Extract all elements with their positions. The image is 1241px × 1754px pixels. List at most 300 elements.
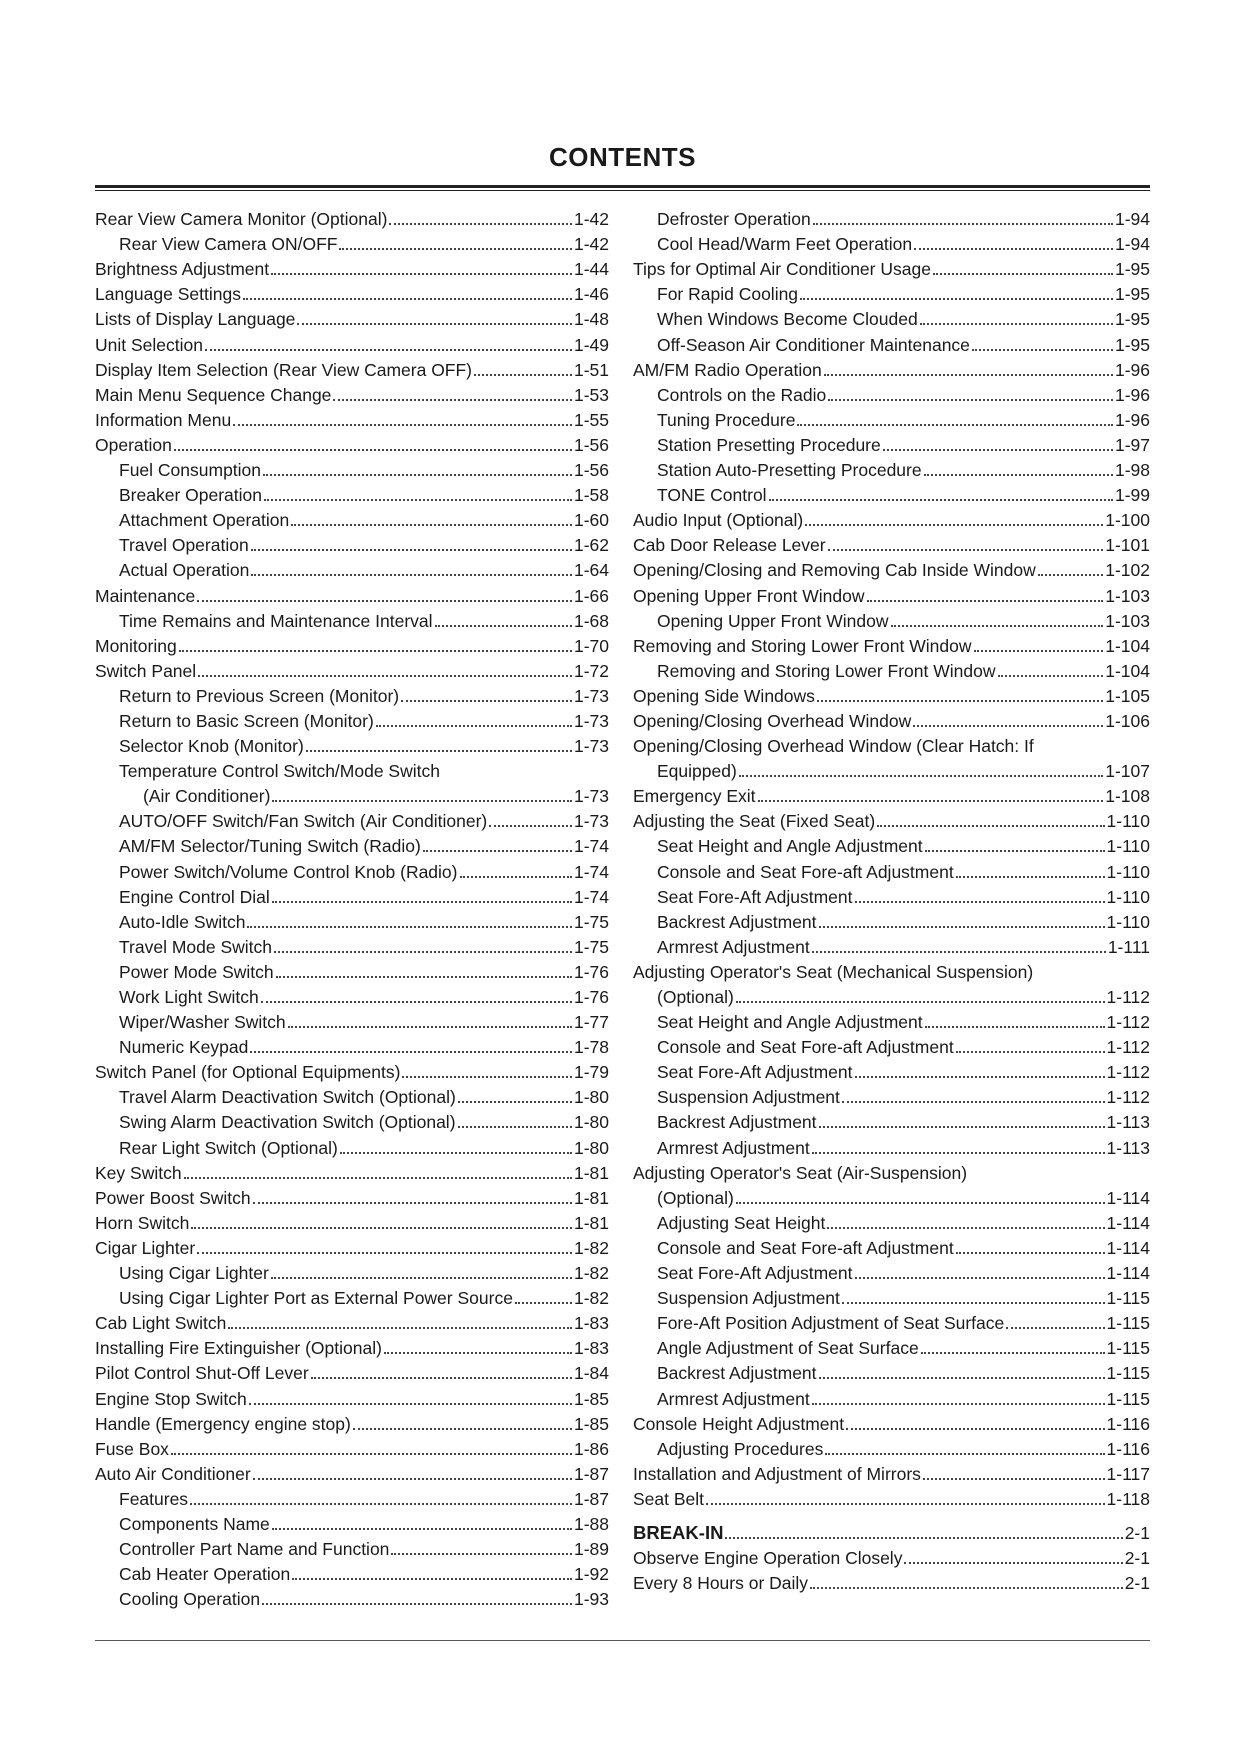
toc-entry-title: Language Settings [95, 284, 241, 305]
toc-leader-dots [474, 374, 572, 376]
toc-leader-dots [179, 650, 572, 652]
toc-page-number: 1-94 [1114, 234, 1150, 255]
toc-leader-dots [1006, 1327, 1104, 1329]
toc-entry-title: Unit Selection [95, 334, 203, 355]
toc-entry-title: Suspension Adjustment [657, 1087, 840, 1108]
toc-entry[interactable] [633, 230, 1150, 255]
toc-entry[interactable] [633, 883, 1150, 908]
toc-entry-title: Using Cigar Lighter [119, 1263, 269, 1284]
toc-page-number: 1-73 [573, 710, 609, 731]
toc-page-number: 1-87 [573, 1488, 609, 1509]
toc-entry[interactable] [95, 230, 609, 255]
toc-entry[interactable] [95, 1485, 609, 1510]
toc-page-number: 1-83 [573, 1313, 609, 1334]
toc-entry[interactable] [633, 657, 1150, 682]
toc-entry-title: Emergency Exit [633, 786, 756, 807]
toc-leader-dots [460, 876, 572, 878]
toc-entry[interactable] [95, 1460, 609, 1485]
toc-entry[interactable] [95, 356, 609, 381]
toc-entry[interactable] [95, 607, 609, 632]
toc-entry[interactable] [633, 406, 1150, 431]
toc-entry-title: Opening Upper Front Window [657, 610, 889, 631]
toc-leader-dots [810, 1587, 1123, 1589]
toc-entry[interactable] [633, 632, 1150, 657]
toc-entry-title: AM/FM Radio Operation [633, 359, 822, 380]
toc-entry[interactable] [95, 330, 609, 355]
toc-page-number: 1-110 [1106, 886, 1150, 907]
toc-leader-dots [458, 1126, 572, 1128]
toc-leader-dots [272, 1528, 572, 1530]
toc-page-number: 1-115 [1106, 1363, 1150, 1384]
toc-entry[interactable] [633, 305, 1150, 330]
toc-page-number: 1-97 [1114, 434, 1150, 455]
toc-leader-dots [171, 1453, 572, 1455]
toc-leader-dots [956, 1051, 1105, 1053]
toc-leader-dots [736, 1202, 1105, 1204]
toc-entry[interactable] [95, 1309, 609, 1334]
toc-entry[interactable] [633, 255, 1150, 280]
toc-entry[interactable] [95, 757, 609, 782]
toc-entry-title: Opening Side Windows [633, 685, 815, 706]
toc-leader-dots [205, 349, 572, 351]
toc-page-number: 1-114 [1106, 1237, 1150, 1258]
toc-page-number: 1-64 [573, 560, 609, 581]
toc-leader-dots [819, 1377, 1105, 1379]
toc-leader-dots [933, 273, 1113, 275]
toc-leader-dots [228, 1327, 572, 1329]
toc-page-number: 1-118 [1106, 1488, 1150, 1509]
toc-page-number: 1-96 [1114, 409, 1150, 430]
toc-entry[interactable] [95, 556, 609, 581]
toc-leader-dots [274, 951, 572, 953]
toc-page-number: 2-1 [1124, 1573, 1150, 1594]
toc-entry-title: Backrest Adjustment [657, 911, 817, 932]
toc-entry[interactable] [633, 1485, 1150, 1510]
toc-entry-title: Tuning Procedure [657, 409, 796, 430]
toc-entry[interactable] [633, 506, 1150, 531]
toc-entry[interactable] [95, 1334, 609, 1359]
toc-entry-title: Seat Fore-Aft Adjustment [657, 886, 853, 907]
toc-entry[interactable] [633, 983, 1150, 1008]
toc-page-number: 1-96 [1114, 359, 1150, 380]
toc-entry[interactable] [95, 707, 609, 732]
toc-leader-dots [243, 298, 572, 300]
toc-page-number: 1-103 [1105, 610, 1150, 631]
toc-entry-title: Console and Seat Fore-aft Adjustment [657, 1237, 954, 1258]
toc-entry-title: Adjusting Seat Height [657, 1212, 826, 1233]
toc-entry[interactable] [633, 1108, 1150, 1133]
toc-entry-title: Rear View Camera ON/OFF [119, 234, 338, 255]
toc-leader-dots [311, 1377, 572, 1379]
toc-entry[interactable] [633, 356, 1150, 381]
toc-entry[interactable] [633, 1569, 1150, 1594]
toc-leader-dots [817, 700, 1103, 702]
toc-entry-title: Features [119, 1488, 189, 1509]
toc-entry-title: For Rapid Cooling [657, 284, 799, 305]
toc-entry[interactable] [633, 556, 1150, 581]
toc-entry-title: Adjusting Operator's Seat (Air-Suspension) [633, 1162, 968, 1183]
toc-entry-title: Installation and Adjustment of Mirrors [633, 1463, 921, 1484]
toc-entry[interactable] [633, 757, 1150, 782]
toc-page-number: 1-82 [573, 1288, 609, 1309]
toc-entry[interactable] [95, 732, 609, 757]
toc-entry[interactable] [633, 682, 1150, 707]
toc-entry[interactable] [95, 1535, 609, 1560]
toc-leader-dots [339, 248, 571, 250]
toc-leader-dots [198, 675, 572, 677]
toc-entry-title: Removing and Storing Lower Front Window [633, 635, 972, 656]
toc-entry[interactable] [95, 1585, 609, 1610]
toc-entry[interactable] [95, 255, 609, 280]
toc-leader-dots [184, 1177, 572, 1179]
toc-leader-dots [925, 850, 1105, 852]
toc-leader-dots [191, 1227, 572, 1229]
toc-entry[interactable] [633, 531, 1150, 556]
toc-page-number: 1-80 [573, 1112, 609, 1133]
toc-entry[interactable] [633, 1460, 1150, 1485]
toc-page-number: 1-73 [573, 811, 609, 832]
toc-entry[interactable] [95, 1384, 609, 1409]
toc-leader-dots [333, 399, 572, 401]
toc-entry[interactable] [633, 1410, 1150, 1435]
toc-entry[interactable] [633, 832, 1150, 857]
toc-page-number: 1-48 [573, 309, 609, 330]
toc-entry-title: Power Switch/Volume Control Knob (Radio) [119, 861, 458, 882]
toc-entry-title: Horn Switch [95, 1212, 190, 1233]
toc-page-number: 1-60 [573, 510, 609, 531]
toc-page-number: 1-49 [573, 334, 609, 355]
toc-leader-dots [384, 1352, 572, 1354]
toc-entry-title: Console and Seat Fore-aft Adjustment [657, 1037, 954, 1058]
toc-leader-dots [263, 474, 572, 476]
toc-entry[interactable] [633, 1309, 1150, 1334]
toc-entry-title: Tips for Optimal Air Conditioner Usage [633, 259, 931, 280]
toc-entry-title: Display Item Selection (Rear View Camera OFF) [95, 359, 473, 380]
toc-leader-dots [805, 524, 1103, 526]
toc-entry[interactable] [633, 1435, 1150, 1460]
toc-entry[interactable] [95, 908, 609, 933]
toc-page-number: 1-83 [573, 1338, 609, 1359]
toc-page-number: 1-110 [1106, 836, 1150, 857]
toc-entry[interactable] [633, 1284, 1150, 1309]
toc-leader-dots [515, 1302, 572, 1304]
toc-entry[interactable] [95, 431, 609, 456]
toc-entry[interactable] [95, 657, 609, 682]
toc-entry-title: Rear View Camera Monitor (Optional) [95, 209, 388, 230]
toc-entry-title: Travel Operation [119, 535, 249, 556]
toc-entry-title: Selector Knob (Monitor) [119, 736, 304, 757]
toc-entry-title: Cool Head/Warm Feet Operation [657, 234, 913, 255]
toc-entry-title: Opening/Closing and Removing Cab Inside Window [633, 560, 1036, 581]
toc-leader-dots [251, 574, 572, 576]
toc-entry[interactable] [633, 782, 1150, 807]
toc-entry-title: Key Switch [95, 1162, 182, 1183]
toc-entry[interactable] [95, 807, 609, 832]
toc-entry[interactable] [633, 330, 1150, 355]
toc-entry-title: Swing Alarm Deactivation Switch (Optional) [119, 1112, 456, 1133]
toc-entry-title: Suspension Adjustment [657, 1288, 840, 1309]
toc-page-number: 1-82 [573, 1237, 609, 1258]
toc-page-number: 1-78 [573, 1037, 609, 1058]
toc-entry[interactable] [633, 607, 1150, 632]
toc-entry[interactable] [95, 632, 609, 657]
toc-entry[interactable] [633, 1033, 1150, 1058]
toc-page-number: 1-107 [1105, 761, 1150, 782]
toc-entry-title: Cooling Operation [119, 1589, 261, 1610]
toc-entry[interactable] [95, 280, 609, 305]
toc-entry[interactable] [633, 707, 1150, 732]
toc-entry[interactable] [633, 1359, 1150, 1384]
toc-entry[interactable] [95, 1560, 609, 1585]
toc-entry[interactable] [633, 1058, 1150, 1083]
toc-page-number: 1-96 [1114, 384, 1150, 405]
toc-chapter-entry[interactable] [633, 1510, 1150, 1544]
toc-page-number: 1-115 [1106, 1313, 1150, 1334]
toc-page-number: 1-95 [1114, 259, 1150, 280]
toc-leader-dots [974, 650, 1104, 652]
toc-page-number: 1-73 [573, 736, 609, 757]
toc-page-number: 1-110 [1106, 811, 1150, 832]
toc-page-number: 1-58 [573, 485, 609, 506]
toc-leader-dots [877, 825, 1104, 827]
toc-page-number: 1-108 [1105, 786, 1150, 807]
toc-leader-dots [956, 1252, 1105, 1254]
toc-leader-dots [489, 825, 572, 827]
toc-entry[interactable] [95, 1184, 609, 1209]
toc-entry[interactable] [633, 1544, 1150, 1569]
toc-entry[interactable] [95, 983, 609, 1008]
toc-entry-title: Breaker Operation [119, 485, 262, 506]
toc-entry[interactable] [633, 1159, 1150, 1184]
toc-entry[interactable] [95, 1083, 609, 1108]
toc-entry[interactable] [633, 205, 1150, 230]
toc-page-number: 1-56 [573, 434, 609, 455]
toc-entry-title: Console Height Adjustment [633, 1413, 845, 1434]
toc-entry[interactable] [633, 456, 1150, 481]
toc-entry[interactable] [633, 1184, 1150, 1209]
toc-page-number: 1-77 [573, 1012, 609, 1033]
toc-entry-title: Installing Fire Extinguisher (Optional) [95, 1338, 382, 1359]
toc-entry-title: Temperature Control Switch/Mode Switch [119, 761, 440, 782]
toc-entry[interactable] [95, 581, 609, 606]
toc-entry[interactable] [95, 1159, 609, 1184]
toc-entry-title: Monitoring [95, 635, 177, 656]
toc-entry-title: Station Presetting Procedure [657, 434, 881, 455]
toc-entry[interactable] [633, 1334, 1150, 1359]
toc-entry-title: Opening/Closing Overhead Window (Clear Hatch: If [633, 736, 1034, 757]
toc-leader-dots [819, 926, 1105, 928]
toc-entry[interactable] [95, 1410, 609, 1435]
toc-leader-dots [797, 424, 1113, 426]
toc-entry[interactable] [95, 1510, 609, 1535]
toc-entry[interactable] [95, 857, 609, 882]
toc-entry[interactable] [633, 581, 1150, 606]
toc-entry[interactable] [95, 481, 609, 506]
toc-leader-dots [174, 449, 572, 451]
toc-entry[interactable] [633, 1234, 1150, 1259]
toc-page-number: 1-72 [573, 660, 609, 681]
toc-page-number: 1-104 [1105, 635, 1150, 656]
toc-entry-title: Auto Air Conditioner [95, 1463, 251, 1484]
toc-entry[interactable] [95, 1359, 609, 1384]
toc-leader-dots [827, 1227, 1104, 1229]
toc-leader-dots [292, 1578, 572, 1580]
toc-entry-title: Seat Belt [633, 1488, 705, 1509]
toc-entry[interactable] [633, 1259, 1150, 1284]
toc-leader-dots [913, 725, 1103, 727]
toc-leader-dots [998, 675, 1104, 677]
toc-entry[interactable] [95, 456, 609, 481]
toc-leader-dots [401, 700, 572, 702]
toc-entry-title: Console and Seat Fore-aft Adjustment [657, 861, 954, 882]
toc-entry-title: Backrest Adjustment [657, 1112, 817, 1133]
toc-page-number: 1-113 [1106, 1137, 1150, 1158]
toc-entry-title: Fore-Aft Position Adjustment of Seat Surface [657, 1313, 1005, 1334]
toc-entry[interactable] [95, 1234, 609, 1259]
toc-entry-title: Opening Upper Front Window [633, 585, 865, 606]
toc-page-number: 1-114 [1106, 1212, 1150, 1233]
toc-page-number: 1-110 [1106, 861, 1150, 882]
toc-entry-title: Power Boost Switch [95, 1187, 251, 1208]
toc-page-number: 1-51 [573, 359, 609, 380]
toc-entry[interactable] [95, 1259, 609, 1284]
toc-leader-dots [891, 625, 1104, 627]
toc-entry-title: Seat Fore-Aft Adjustment [657, 1062, 853, 1083]
toc-entry[interactable] [95, 205, 609, 230]
toc-entry[interactable] [95, 531, 609, 556]
toc-entry[interactable] [95, 1008, 609, 1033]
toc-page-number: 1-92 [573, 1564, 609, 1585]
toc-entry[interactable] [95, 305, 609, 330]
toc-page-number: 1-110 [1106, 911, 1150, 932]
toc-entry[interactable] [633, 431, 1150, 456]
toc-entry[interactable] [95, 1033, 609, 1058]
toc-entry-title: Observe Engine Operation Closely [633, 1547, 903, 1568]
toc-entry-title: Every 8 Hours or Daily [633, 1573, 809, 1594]
toc-entry[interactable] [95, 506, 609, 531]
toc-entry-title: Station Auto-Presetting Procedure [657, 460, 922, 481]
toc-entry-title: Information Menu [95, 409, 232, 430]
toc-entry[interactable] [95, 1284, 609, 1309]
toc-leader-dots [920, 323, 1113, 325]
toc-entry-title: Adjusting Operator's Seat (Mechanical Suspension) [633, 961, 1034, 982]
toc-entry-title: Components Name [119, 1513, 270, 1534]
toc-entry[interactable] [633, 908, 1150, 933]
toc-page-number: 1-112 [1106, 987, 1150, 1007]
toc-leader-dots [972, 349, 1113, 351]
toc-entry[interactable] [95, 832, 609, 857]
toc-page-number: 1-68 [573, 610, 609, 631]
toc-entry-title: TONE Control [657, 485, 767, 506]
toc-leader-dots [389, 223, 572, 225]
toc-entry[interactable] [633, 1209, 1150, 1234]
toc-leader-dots [391, 1553, 572, 1555]
toc-entry-title: (Air Conditioner) [143, 786, 271, 807]
toc-entry[interactable] [95, 381, 609, 406]
toc-page-number: 1-81 [573, 1162, 609, 1183]
toc-entry[interactable] [95, 883, 609, 908]
toc-page-number: 1-82 [573, 1263, 609, 1284]
toc-entry[interactable] [633, 1008, 1150, 1033]
toc-entry[interactable] [633, 481, 1150, 506]
toc-leader-dots [706, 1503, 1105, 1505]
toc-entry-title: Travel Mode Switch [119, 936, 273, 957]
toc-leader-dots [828, 399, 1113, 401]
title-rule [95, 185, 1150, 191]
toc-entry[interactable] [633, 933, 1150, 958]
toc-leader-dots [800, 298, 1113, 300]
toc-page-number: 1-73 [573, 685, 609, 706]
toc-entry[interactable] [95, 1133, 609, 1158]
toc-entry[interactable] [633, 1083, 1150, 1108]
toc-entry[interactable] [95, 782, 609, 807]
toc-leader-dots [828, 549, 1104, 551]
toc-entry[interactable] [633, 958, 1150, 983]
toc-leader-dots [867, 600, 1104, 602]
toc-entry[interactable] [633, 732, 1150, 757]
toc-leader-dots [921, 1352, 1105, 1354]
toc-entry[interactable] [633, 807, 1150, 832]
toc-page-number: 1-62 [573, 535, 609, 556]
toc-leader-dots [272, 800, 572, 802]
toc-entry-title: Auto-Idle Switch [119, 911, 246, 932]
toc-entry-title: Fuel Consumption [119, 460, 262, 481]
toc-page-number: 1-112 [1106, 1012, 1150, 1033]
toc-entry-title: Handle (Emergency engine stop) [95, 1413, 351, 1434]
toc-entry[interactable] [95, 1209, 609, 1234]
toc-page-number: 1-80 [573, 1087, 609, 1108]
toc-entry[interactable] [95, 1435, 609, 1460]
toc-leader-dots [250, 1051, 572, 1053]
toc-entry[interactable] [95, 958, 609, 983]
footer-rule [95, 1640, 1150, 1641]
toc-page-number: 1-101 [1105, 535, 1150, 556]
toc-page-number: 1-86 [573, 1438, 609, 1459]
toc-page-number: 1-114 [1106, 1187, 1150, 1208]
toc-entry[interactable] [633, 1133, 1150, 1158]
toc-page-number: 2-1 [1124, 1547, 1150, 1568]
toc-entry-title: (Optional) [657, 987, 734, 1007]
toc-entry[interactable] [95, 933, 609, 958]
toc-entry[interactable] [633, 857, 1150, 882]
toc-entry[interactable] [95, 1108, 609, 1133]
toc-page-number: 1-98 [1114, 460, 1150, 481]
toc-entry-title: Cab Heater Operation [119, 1564, 291, 1585]
toc-leader-dots [1038, 574, 1104, 576]
toc-entry-title: Removing and Storing Lower Front Window [657, 660, 996, 681]
toc-page-number: 1-102 [1105, 560, 1150, 581]
toc-entry[interactable] [633, 280, 1150, 305]
toc-page-number: 1-46 [573, 284, 609, 305]
toc-entry-title: Adjusting Procedures [657, 1438, 824, 1459]
toc-entry[interactable] [633, 381, 1150, 406]
toc-left-column [95, 205, 609, 1610]
toc-leader-dots [197, 600, 572, 602]
toc-entry[interactable] [95, 406, 609, 431]
toc-leader-dots [271, 1277, 572, 1279]
toc-entry[interactable] [95, 1058, 609, 1083]
toc-entry-title: Using Cigar Lighter Port as External Power Source [119, 1288, 513, 1309]
toc-entry[interactable] [633, 1384, 1150, 1409]
toc-entry-title: Defroster Operation [657, 209, 811, 230]
toc-page-number: 1-99 [1114, 485, 1150, 506]
toc-leader-dots [812, 1152, 1105, 1154]
toc-entry-title: AUTO/OFF Switch/Fan Switch (Air Conditioner) [119, 811, 488, 832]
toc-page-number: 1-74 [573, 886, 609, 907]
toc-entry[interactable] [95, 682, 609, 707]
toc-leader-dots [253, 1478, 572, 1480]
toc-entry-title: Adjusting the Seat (Fixed Seat) [633, 811, 876, 832]
